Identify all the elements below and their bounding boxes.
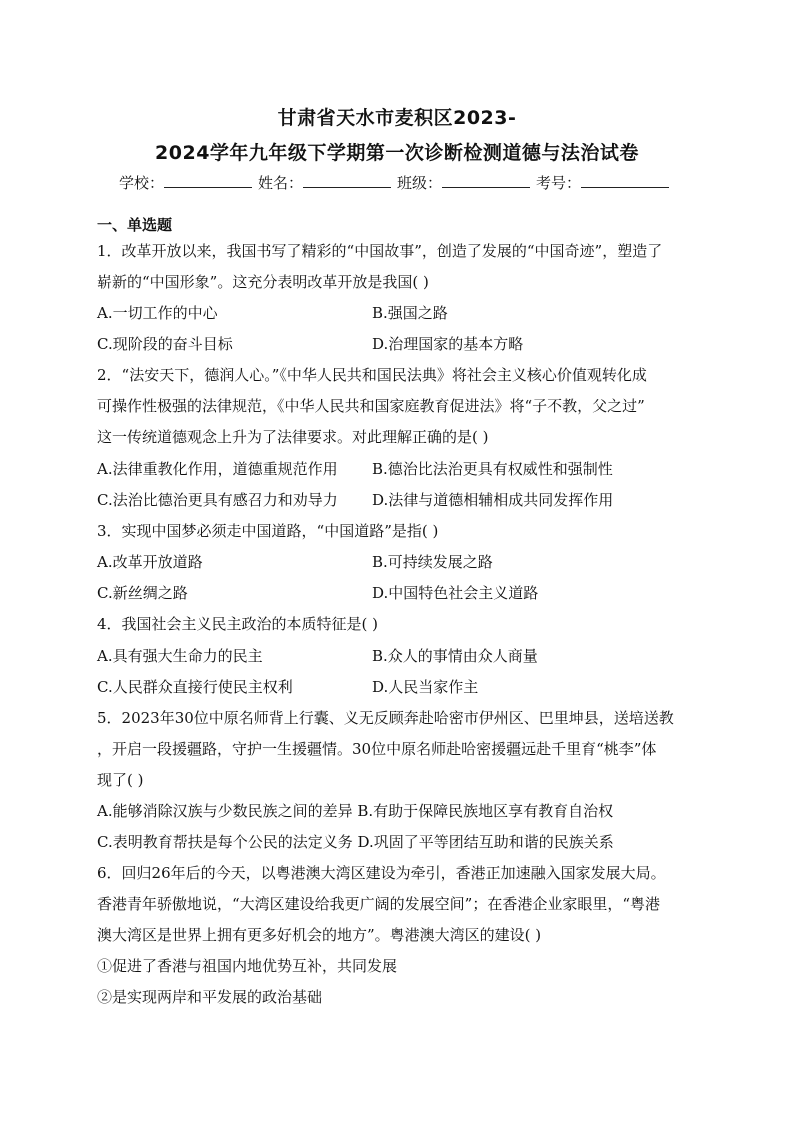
question-4-option-d: D.人民当家作主 [372,678,479,696]
question-2-option-d: D.法律与道德相辅相成共同发挥作用 [372,491,614,509]
question-6-line-3: 澳大湾区是世界上拥有更多好机会的地方”。粤港澳大湾区的建设( ) [97,926,542,944]
question-5-options-ab: A.能够消除汉族与少数民族之间的差异 B.有助于保障民族地区享有教育自治权 [97,802,614,820]
question-3-line-1: 3．实现中国梦必须走中国道路，“中国道路”是指( ) [97,522,439,540]
question-1-line-1: 1．改革开放以来，我国书写了精彩的“中国故事”，创造了发展的“中国奇迹”，塑造了 [97,242,663,260]
name-blank [303,173,391,188]
section-heading: 一、单选题 [97,216,173,234]
question-4-option-c: C.人民群众直接行使民主权利 [97,678,293,696]
question-2-option-b: B.德治比法治更具有权威性和强制性 [372,460,613,478]
question-2-line-2: 可操作性极强的法律规范，《中华人民共和国家庭教育促进法》将“子不教，父之过” [97,397,645,415]
question-1-line-2: 崭新的“中国形象”。这充分表明改革开放是我国( ) [97,273,429,291]
student-info-row [0,172,794,193]
exam-title-line-2: 2024学年九年级下学期第一次诊断检测道德与法治试卷 [155,142,639,164]
class-label: 班级： [397,174,443,192]
name-label: 姓名： [257,174,303,192]
question-6-statement-1: ①促进了香港与祖国内地优势互补，共同发展 [97,957,398,975]
question-5-line-3: 现了( ) [97,771,144,789]
question-6-line-2: 香港青年骄傲地说，“大湾区建设给我更广阔的发展空间”；在香港企业家眼里，“粤港 [97,895,661,913]
class-blank [442,173,530,188]
question-6-line-1: 6．回归26年后的今天，以粤港澳大湾区建设为牵引，香港正加速融入国家发展大局。 [97,864,666,882]
question-2-option-a: A.法律重教化作用，道德重规范作用 [97,460,338,478]
question-3-option-b: B.可持续发展之路 [372,553,493,571]
school-blank [164,173,252,188]
question-2-line-1: 2．“法安天下，德润人心。”《中华人民共和国民法典》将社会主义核心价值观转化成 [97,366,647,384]
question-6-statement-2: ②是实现两岸和平发展的政治基础 [97,988,323,1006]
question-5-options-cd: C.表明教育帮扶是每个公民的法定义务 D.巩固了平等团结互助和谐的民族关系 [97,833,614,851]
question-1-option-a: A.一切工作的中心 [97,304,218,322]
question-5-line-1: 5．2023年30位中原名师背上行囊、义无反顾奔赴哈密市伊州区、巴里坤县，送培送教 [97,709,674,727]
question-4-line-1: 4．我国社会主义民主政治的本质特征是( ) [97,615,379,633]
school-label: 学校： [118,174,164,192]
question-4-option-b: B.众人的事情由众人商量 [372,647,538,665]
question-1-option-d: D.治理国家的基本方略 [372,335,524,353]
question-1-option-c: C.现阶段的奋斗目标 [97,335,233,353]
question-3-option-d: D.中国特色社会主义道路 [372,584,539,602]
exam-number-label: 考号： [536,174,582,192]
exam-number-blank [581,173,669,188]
question-4-option-a: A.具有强大生命力的民主 [97,647,263,665]
question-2-line-3: 这一传统道德观念上升为了法律要求。对此理解正确的是( ) [97,428,489,446]
question-2-option-c: C.法治比德治更具有感召力和劝导力 [97,491,338,509]
question-1-option-b: B.强国之路 [372,304,448,322]
question-3-option-a: A.改革开放道路 [97,553,203,571]
question-3-option-c: C.新丝绸之路 [97,584,188,602]
question-5-line-2: ，开启一段援疆路，守护一生援疆情。30位中原名师赴哈密援疆远赴千里育“桃李”体 [97,740,657,758]
exam-title-line-1: 甘肃省天水市麦积区2023- [277,107,517,129]
